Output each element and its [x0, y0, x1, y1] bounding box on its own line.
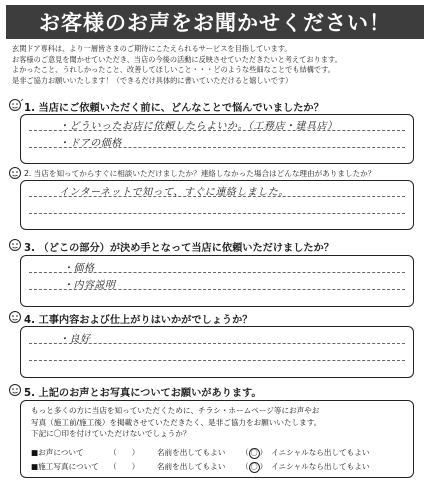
permission-line: 写真（施工前/施工後）を掲載させていただきたく、是非ご協力をお願いいたします。: [31, 417, 322, 427]
permission-line: 下記に〇印を付けていただけないでしょうか？: [31, 429, 191, 438]
circle-mark: 〇: [250, 449, 258, 457]
question-3: 3. （どこの部分）が決め手となって当店に依頼いただけましたか？: [24, 243, 334, 254]
answer-line: [29, 213, 405, 214]
question-5: 5. 上記のお声とお写真についてお願いがあります。: [24, 388, 262, 399]
handwritten-answer: ・内容説明: [63, 280, 116, 291]
permission-row-photo: [31, 461, 369, 473]
intro-line: 玄関ドア専科は、より一層皆さまのご期待にこたえられるサービスを目指しています。: [12, 44, 292, 53]
handwritten-answer: インターネットで知って、すぐに連絡しました。: [59, 187, 289, 198]
handwritten-answer: ・良好: [59, 334, 91, 345]
intro-line: お客様のご意見を聞かせていただき、当店の今後の活動に反映させていただきたいと考えております。: [12, 54, 342, 64]
face-icon: [8, 310, 24, 324]
handwritten-answer: ・ドアの価格: [59, 138, 122, 149]
intro-line: 是非ご協力お願いいたします！（できるだけ具体的に書いていただけると嬉しいです）: [12, 75, 293, 85]
permission-label: ■お声について: [31, 448, 84, 457]
answer-box-4: [20, 326, 414, 378]
answer-box-2: [20, 180, 414, 230]
answer-line: [29, 360, 405, 361]
option-label: 名前を出してもよい: [157, 448, 226, 457]
face-icon: [8, 383, 24, 397]
permission-text: [31, 405, 321, 440]
question-1: 1. 当店にご依頼いただく前に、どんなことで悩んでいましたか？: [24, 103, 324, 114]
question-2: 2. 当店を知ってからすぐに相談いただけましたか？連絡しなかった場合はどんな理由がありましたか？: [24, 169, 376, 178]
survey-title-text: お客様のお声をお聞かせください！: [39, 11, 391, 35]
initial-ok-checkbox[interactable]: （ 〇 ）: [241, 462, 268, 471]
answer-box-3: [20, 255, 414, 307]
handwritten-answer: ・価格: [63, 263, 95, 274]
answer-box-1: [20, 114, 414, 164]
option-label: 名前を出してもよい: [157, 462, 226, 471]
permission-label: ■施工写真について: [31, 462, 99, 471]
name-ok-checkbox[interactable]: （ ）: [109, 448, 140, 457]
survey-title: [6, 5, 424, 39]
intro-text: [12, 44, 422, 86]
circle-mark: 〇: [250, 463, 258, 471]
question-4: 4. 工事内容および仕上がりはいかがでしょうか？: [24, 315, 253, 326]
initial-ok-checkbox[interactable]: （ 〇 ）: [241, 448, 268, 457]
permission-box: [20, 400, 414, 478]
permission-line: もっと多くの方に当店を知っていただくために、チラシ・ホームページ等にお声やお: [31, 406, 320, 415]
handwritten-answer: ・どういったお店に依頼したらよいか。（工務店・建具店）: [59, 121, 338, 132]
name-ok-checkbox[interactable]: （ ）: [109, 462, 140, 471]
option-label: イニシャルなら出してもよい: [271, 448, 370, 457]
face-icon: [8, 166, 24, 180]
face-icon: [8, 98, 24, 112]
permission-row-voice: [31, 447, 369, 459]
intro-line: よかったこと、うれしかったこと、改善してほしいこと・・・どのような些細なことでも結構です。: [12, 65, 335, 74]
option-label: イニシャルなら出してもよい: [271, 462, 370, 471]
face-icon: [8, 238, 24, 252]
